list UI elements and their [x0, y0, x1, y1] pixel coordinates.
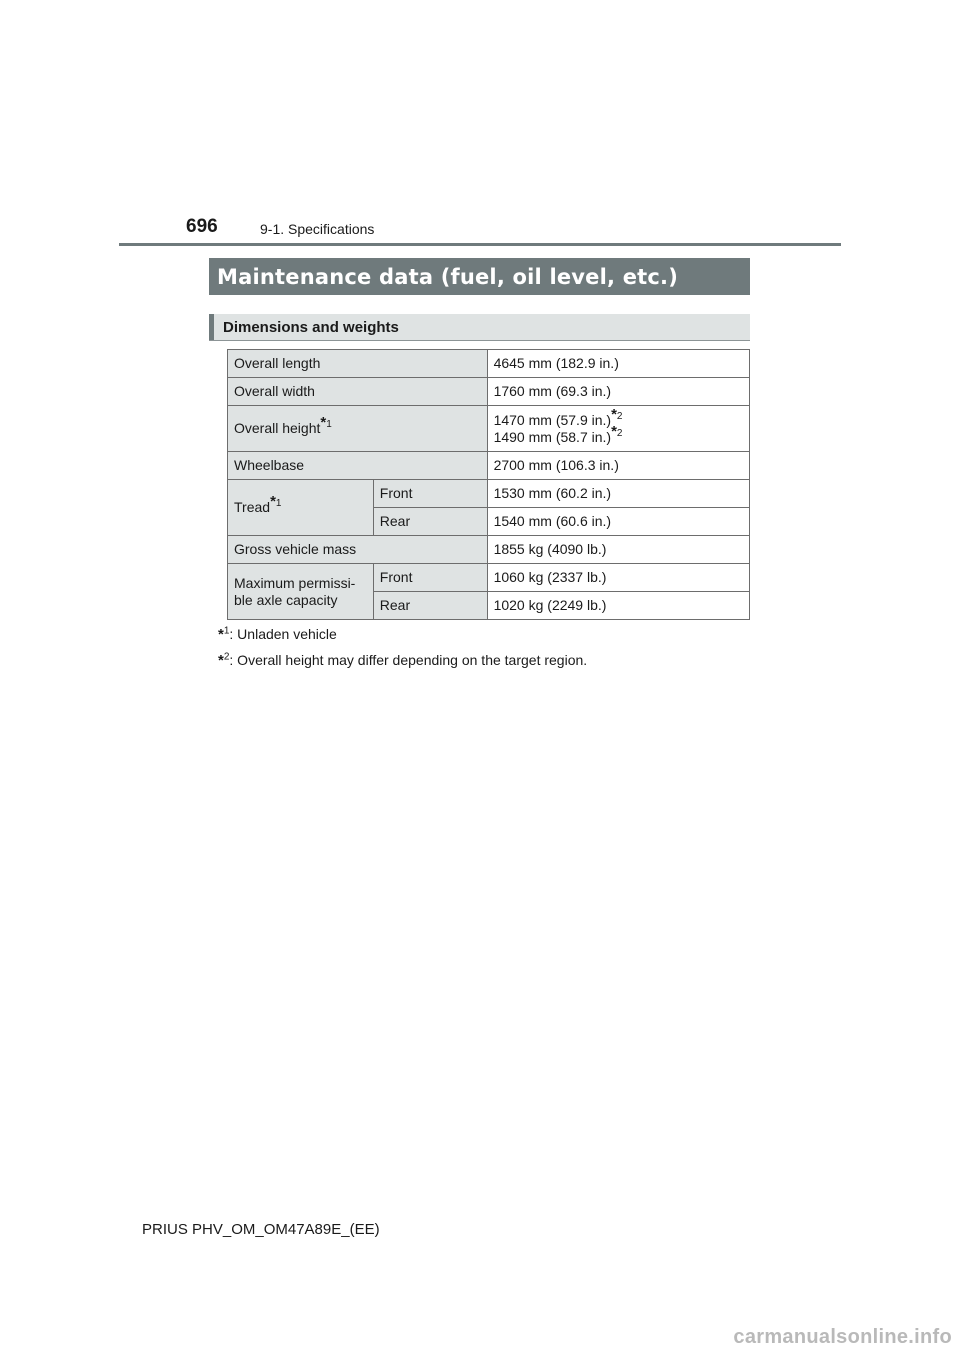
gross-vehicle-mass-label: Gross vehicle mass [228, 536, 488, 564]
overall-length-label: Overall length [228, 350, 488, 378]
overall-height-value-2: 1490 mm (58.7 in.) [493, 428, 612, 445]
tread-front-value: 1530 mm (60.2 in.) [487, 480, 749, 508]
footnote-number: 2 [223, 651, 230, 663]
table-row [228, 480, 750, 508]
table-row [228, 350, 750, 378]
overall-width-value: 1760 mm (69.3 in.) [487, 378, 749, 406]
table-row [228, 378, 750, 406]
page-number: 696 [186, 216, 218, 237]
overall-height-cell [228, 406, 488, 452]
subsection-title: Dimensions and weights [223, 318, 399, 336]
table-row [228, 452, 750, 480]
subsection-marker [209, 314, 214, 340]
table-row [228, 406, 750, 452]
table-row [228, 564, 750, 592]
footnote-2 [218, 652, 587, 669]
footnote-star: * [611, 405, 617, 423]
footnote-ref: 2 [616, 410, 623, 422]
footnote-ref: 1 [326, 419, 332, 431]
footnote-text: : Unladen vehicle [229, 626, 337, 642]
axle-capacity-label-line-2: ble axle capacity [234, 591, 338, 608]
subsection-heading [209, 314, 750, 341]
tread-cell [228, 480, 374, 536]
table-row [228, 536, 750, 564]
header-rule [119, 243, 841, 246]
section-label: 9-1. Specifications [260, 221, 375, 237]
axle-rear-value: 1020 kg (2249 lb.) [487, 592, 749, 620]
overall-width-label: Overall width [228, 378, 488, 406]
tread-rear-value: 1540 mm (60.6 in.) [487, 508, 749, 536]
footnote-star: * [218, 626, 224, 643]
axle-rear-label: Rear [373, 592, 487, 620]
axle-front-value: 1060 kg (2337 lb.) [487, 564, 749, 592]
tread-front-label: Front [373, 480, 487, 508]
wheelbase-label: Wheelbase [228, 452, 488, 480]
title-bar [209, 258, 750, 295]
footnote-ref: 1 [275, 498, 282, 510]
overall-height-value-1: 1470 mm (57.9 in.) [493, 411, 612, 428]
watermark: carmanualsonline.info [733, 1326, 952, 1348]
overall-height-values [487, 406, 749, 452]
axle-capacity-label [228, 564, 374, 620]
overall-height-label: Overall height [234, 420, 321, 436]
footnote-1 [218, 626, 337, 643]
tread-label: Tread [234, 499, 271, 515]
page-title: Maintenance data (fuel, oil level, etc.) [217, 264, 679, 289]
footnote-star: * [218, 652, 224, 669]
axle-capacity-label-line-1: Maximum permissi- [234, 574, 356, 591]
footnote-number: 1 [223, 625, 230, 637]
footnote-star: * [270, 493, 276, 511]
dimensions-table [227, 349, 750, 620]
axle-front-label: Front [373, 564, 487, 592]
footnote-text: : Overall height may differ depending on the target region. [229, 652, 588, 668]
footnote-star: * [320, 414, 327, 432]
footnote-star: * [611, 422, 617, 440]
footnote-ref: 2 [616, 427, 623, 439]
wheelbase-value: 2700 mm (106.3 in.) [487, 452, 749, 480]
gross-vehicle-mass-value: 1855 kg (4090 lb.) [487, 536, 749, 564]
overall-length-value: 4645 mm (182.9 in.) [487, 350, 749, 378]
tread-rear-label: Rear [373, 508, 487, 536]
document-id: PRIUS PHV_OM_OM47A89E_(EE) [142, 1221, 380, 1238]
